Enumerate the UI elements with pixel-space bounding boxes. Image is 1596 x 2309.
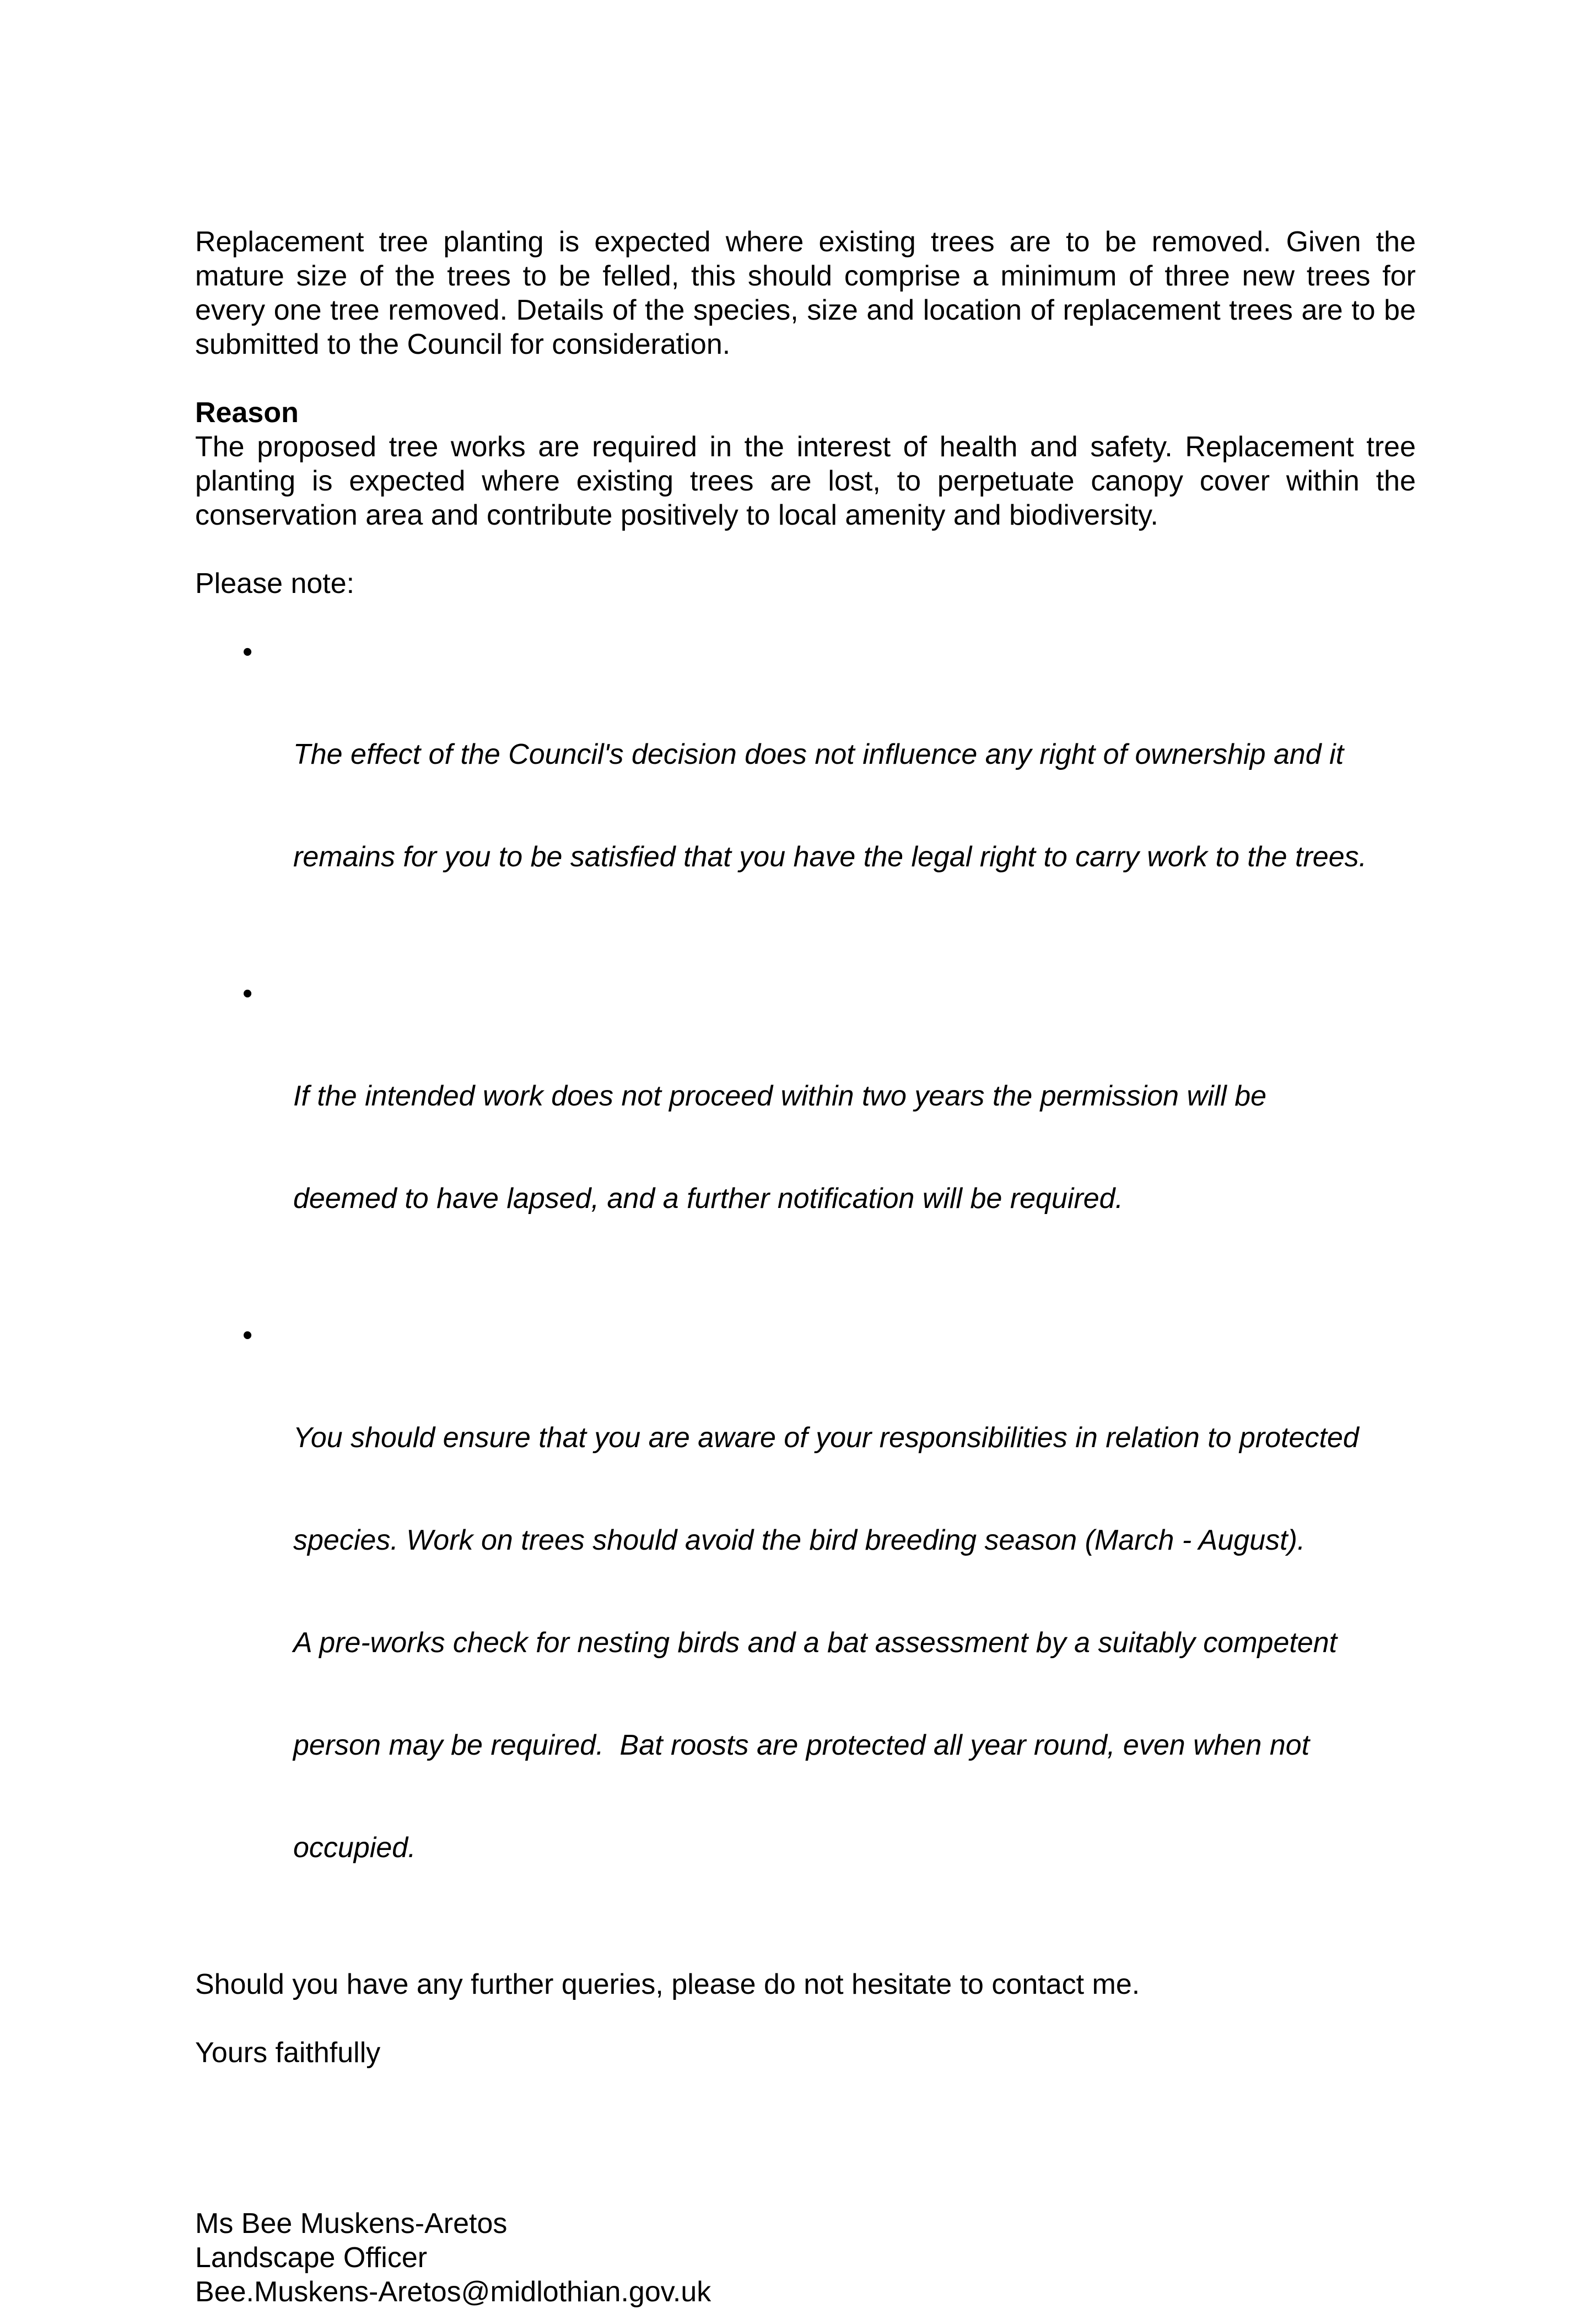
replacement-planting-paragraph: Replacement tree planting is expected where existing trees are to be removed. Given the mature size of the trees to be felled, this should comprise a minimum of three new trees for every one tree removed. Details of the species, size and location of replacement trees are to be submitted to the Council for consideration. [195,226,1416,360]
signatory-email: Bee.Muskens-Aretos@midlothian.gov.uk [195,2276,711,2308]
list-item-line: A pre-works check for nesting birds and a bat assessment by a suitably competent [293,1627,1338,1659]
list-item-line: deemed to have lapsed, and a further notification will be required. [293,1183,1124,1215]
reason-heading: Reason [195,397,299,429]
bullet-icon: • [242,978,253,1010]
spacer [195,362,1416,396]
list-item-line: remains for you to be satisfied that you have the legal right to carry work to the trees. [293,841,1367,873]
signatory-name: Ms Bee Muskens-Aretos [195,2208,508,2240]
spacer [195,601,1416,635]
sign-off: Yours faithfully [195,2037,381,2069]
signatory-title: Landscape Officer [195,2242,428,2274]
list-item [195,977,1416,1284]
bullet-icon: • [242,1319,253,1351]
list-item [195,1318,1416,1933]
signature-block [195,2207,1416,2309]
spacer [195,532,1416,567]
reason-paragraph: The proposed tree works are required in the interest of health and safety. Replacement tree planting is expected where existing trees are lost, to perpetuate canopy cover within the conservation area and contribute positively to local amenity and biodiversity. [195,431,1416,531]
spacer [195,2002,1416,2036]
list-item [195,635,1416,942]
bullet-icon: • [242,636,253,668]
list-item-line: If the intended work does not proceed within two years the permission will be [293,1080,1267,1112]
list-item-line: person may be required. Bat roosts are protected all year round, even when not [293,1729,1310,1761]
list-item-line: The effect of the Council's decision does not influence any right of ownership and it [293,738,1344,770]
closing-query: Should you have any further queries, please do not hesitate to contact me. [195,1968,1140,2000]
letter-body [195,225,1416,2309]
list-item-line: occupied. [293,1832,416,1864]
notes-list [195,635,1416,1933]
list-item-line: species. Work on trees should avoid the bird breeding season (March - August). [293,1524,1306,1556]
please-note-label: Please note: [195,568,355,600]
list-item-line: You should ensure that you are aware of your responsibilities in relation to protected [293,1422,1359,1454]
signature-space [195,2070,1416,2207]
